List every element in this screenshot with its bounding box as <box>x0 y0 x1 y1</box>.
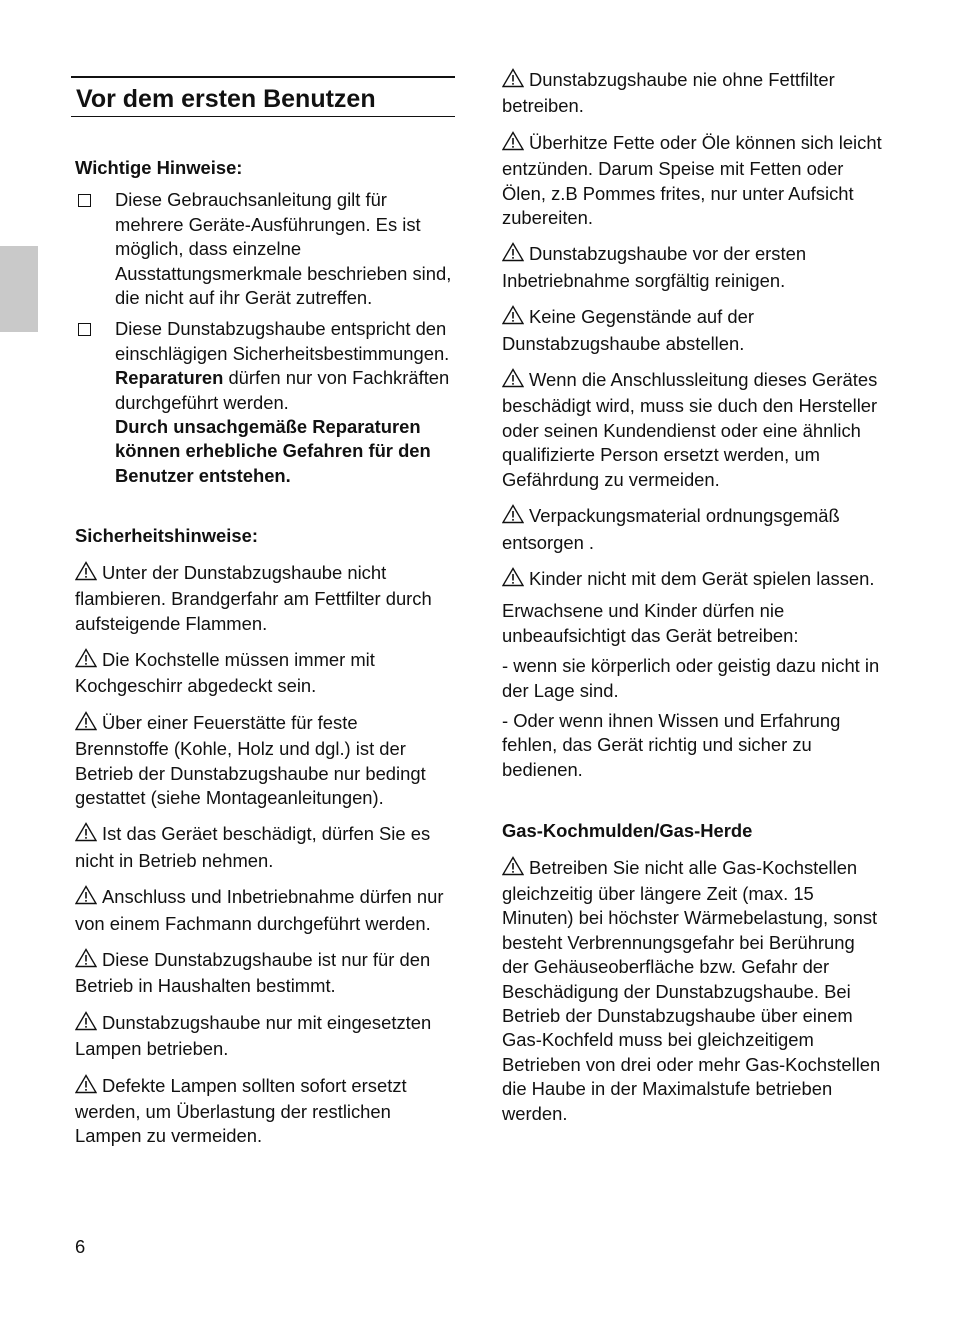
warning-triangle-icon <box>502 504 524 530</box>
language-tab-marker <box>0 246 38 332</box>
safety-warning <box>502 242 886 293</box>
warning-text: Ist das Geräet beschädigt, dürfen Sie es nicht in Betrieb nehmen. <box>75 823 431 871</box>
warning-text: Unter der Dunstabzugshaube nicht flambieren. Brandgerfahr am Fettfilter durch aufsteigende Flammen. <box>75 561 432 634</box>
safety-warning <box>75 885 455 936</box>
warning-triangle-icon <box>75 822 97 848</box>
safety-warning <box>75 711 455 811</box>
warning-triangle-icon <box>502 368 524 394</box>
safety-warning <box>502 131 886 231</box>
warning-text: Überhitze Fette oder Öle können sich leicht entzünden. Darum Speise mit Fetten oder Ölen, z.B Pommes frites, nur unter Aufsicht zubereiten. <box>502 131 882 229</box>
warning-triangle-icon <box>502 856 524 882</box>
warning-triangle-icon <box>75 1074 97 1100</box>
warning-triangle-icon <box>502 567 524 593</box>
section-title: Vor dem ersten Benutzen <box>76 85 376 113</box>
safety-warning <box>75 822 455 873</box>
safety-warning <box>75 1074 455 1149</box>
warning-text: Keine Gegenstände auf der Dunstabzugshaube abstellen. <box>502 306 754 354</box>
warning-triangle-icon <box>502 68 524 94</box>
left-warnings-list <box>75 561 455 1149</box>
warning-triangle-icon <box>75 885 97 911</box>
warning-triangle-icon <box>75 948 97 974</box>
gas-hobs-heading: Gas-Kochmulden/Gas-Herde <box>502 820 753 842</box>
warning-text: Verpackungsmaterial ordnungsgemäß entsorgen . <box>502 505 840 553</box>
gas-warning-text: Betreiben Sie nicht alle Gas-Kochstellen gleichzeitig über längere Zeit (max. 15 Minuten) bei höchster Wärmebelastung, sonst besteht Verbrennungsgefahr bei Berührung der Gehäuseoberfläche bzw. Gefahr der Beschädigung der Dunstabzugshaube. Bei Betrieb der Dunstabzugshaube über einem Gas-Kochfeld muss bei gleichzeitigem Betrieben von drei oder mehr Gas-Kochstellen die Haube in der Maximalstufe betrieben werden. <box>502 856 881 1124</box>
right-warnings-list <box>502 68 886 593</box>
warning-text: Kinder nicht mit dem Gerät spielen lassen. <box>529 567 875 589</box>
warning-triangle-icon <box>502 131 524 157</box>
warning-triangle-icon <box>502 305 524 331</box>
paragraph: Erwachsene und Kinder dürfen nie unbeaufsichtigt das Gerät betreiben: <box>502 600 799 646</box>
warning-triangle-icon <box>75 561 97 587</box>
safety-notes-heading: Sicherheitshinweise: <box>75 525 258 547</box>
warning-text: Diese Dunstabzugshaube ist nur für den Betrieb in Haushalten bestimmt. <box>75 948 431 997</box>
page-number: 6 <box>75 1236 86 1257</box>
right-column <box>502 68 886 1126</box>
warning-text: Defekte Lampen sollten sofort ersetzt werden, um Überlastung der restlichen Lampen zu vermeiden. <box>75 1074 407 1147</box>
warning-triangle-icon <box>75 648 97 674</box>
paragraph: - Oder wenn ihnen Wissen und Erfahrung fehlen, das Gerät richtig und sicher zu bedienen. <box>502 709 841 780</box>
warning-triangle-icon <box>502 242 524 268</box>
warning-text: Über einer Feuerstätte für feste Brennstoffe (Kohle, Holz und dgl.) ist der Betrieb der Dunstabzugshaube nur bedingt gestattet (siehe Montageanleitungen). <box>75 711 426 808</box>
important-notes-heading: Wichtige Hinweise: <box>75 157 243 178</box>
warning-text: Dunstabzugshaube nie ohne Fettfilter betreiben. <box>502 69 835 117</box>
gas-warning <box>502 856 886 1126</box>
safety-warning <box>502 68 886 119</box>
repairs-bold-lead: Reparaturen <box>115 367 224 389</box>
safety-warning <box>502 567 886 593</box>
checkbox-bullet-icon <box>75 188 115 310</box>
safety-warning <box>75 948 455 999</box>
left-column <box>75 76 455 1149</box>
safety-warning <box>502 504 886 555</box>
safety-warning <box>75 648 455 699</box>
warning-text: Dunstabzugshaube vor der ersten Inbetriebnahme sorgfältig reinigen. <box>502 243 807 291</box>
warning-text: Dunstabzugshaube nur mit eingesetzten Lampen betrieben. <box>75 1011 432 1060</box>
warning-text: Die Kochstelle müssen immer mit Kochgeschirr abgedeckt sein. <box>75 648 375 697</box>
list-item <box>75 188 455 310</box>
warning-triangle-icon <box>75 711 97 737</box>
safety-warning <box>75 561 455 636</box>
bullet-text-part: Diese Dunstabzugshaube entspricht den einschlägigen Sicherheitsbestimmungen. <box>115 318 450 364</box>
repairs-rest: dürfen nur von Fachkräften durchgeführt werden. <box>115 367 450 413</box>
bullet-text: Diese Gebrauchsanleitung gilt für mehrere Geräte-Ausführungen. Es ist möglich, dass einzelne Ausstattungsmerkmale beschrieben sind, die nicht auf ihr Gerät zutreffen. <box>115 189 452 309</box>
warning-text: Anschluss und Inbetriebnahme dürfen nur von einem Fachmann durchgeführt werden. <box>75 886 444 934</box>
safety-warning <box>502 368 886 492</box>
warning-triangle-icon <box>75 1011 97 1037</box>
checkbox-bullet-icon <box>75 317 115 488</box>
safety-warning <box>75 1011 455 1062</box>
bullet-text <box>115 317 455 488</box>
list-item <box>75 317 455 488</box>
paragraph: - wenn sie körperlich oder geistig dazu nicht in der Lage sind. <box>502 655 880 701</box>
safety-warning <box>502 305 886 356</box>
repairs-bold-warning: Durch unsachgemäße Reparaturen können erhebliche Gefahren für den Benutzer entstehen. <box>115 416 431 486</box>
warning-text: Wenn die Anschlussleitung dieses Gerätes beschädigt wird, muss sie duch den Hersteller oder seinen Kundendienst oder eine ähnlich qualifizierte Person ersetzt werden, um Gefährdung zu vermeiden. <box>502 369 878 490</box>
